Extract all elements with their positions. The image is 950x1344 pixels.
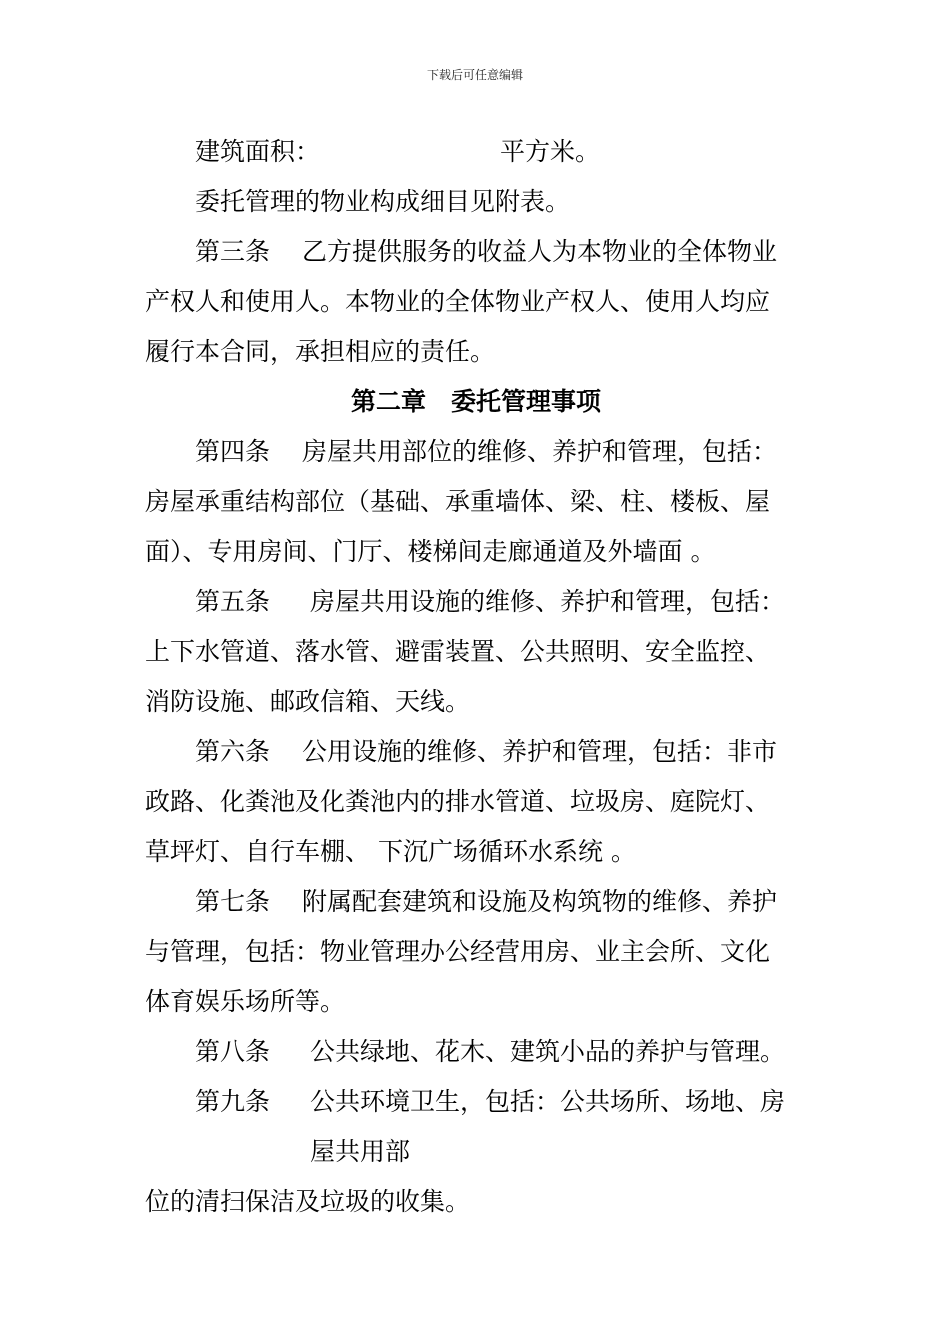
article-5-text-1: 房屋共用设施的维修、养护和管理，包括：: [310, 587, 786, 616]
article-4-text-2: 房屋承重结构部位（基础、承重墙体、梁、柱、楼板、屋: [145, 487, 771, 516]
article-3-heading: 第三条: [195, 237, 271, 266]
article-5-first-line: [145, 577, 807, 627]
building-area-label: 建筑面积：: [195, 137, 321, 166]
article-8-text-1: 公共绿地、花木、建筑小品的养护与管理。: [310, 1037, 786, 1066]
article-8-heading: 第八条: [195, 1037, 271, 1066]
document-body: [145, 127, 807, 1227]
article-6-heading: 第六条: [195, 737, 271, 766]
article-3-text-2: 产权人和使用人。本物业的全体物业产权人、使用人均应: [145, 287, 771, 316]
detail-note: 委托管理的物业构成细目见附表。: [195, 187, 571, 216]
article-4-heading: 第四条: [195, 437, 271, 466]
article-7-text-2: 与管理，包括：物业管理办公经营用房、业主会所、文化: [145, 937, 771, 966]
article-4-text-3: 面）、专用房间、门厅、楼梯间走廊通道及外墙面 。: [145, 537, 716, 566]
article-6-text-3: 草坪灯、自行车棚、 下沉广场循环水系统 。: [145, 837, 636, 866]
article-4-text-1: 房屋共用部位的维修、养护和管理，包括：: [302, 437, 778, 466]
article-3-first-line: [145, 227, 807, 277]
article-7-first-line: [145, 877, 807, 927]
article-3-text-1: 乙方提供服务的收益人为本物业的全体物业: [302, 237, 778, 266]
article-4-first-line: [145, 427, 807, 477]
article-7-text-1: 附属配套建筑和设施及构筑物的维修、养护: [302, 887, 778, 916]
article-9-text-1: 公共环境卫生，包括：公共场所、场地、房: [310, 1087, 786, 1116]
article-6-text-2: 政路、化粪池及化粪池内的排水管道、垃圾房、庭院灯、: [145, 787, 771, 816]
article-5-text-2: 上下水管道、落水管、避雷装置、公共照明、安全监控、: [145, 637, 771, 666]
article-5-heading: 第五条: [195, 587, 271, 616]
building-area-unit: 平方米。: [500, 137, 601, 166]
article-9-first-line: [145, 1077, 807, 1127]
header-note: 下载后可任意编辑: [426, 68, 523, 82]
article-9-text-2: 屋共用部: [310, 1137, 411, 1166]
article-6-text-1: 公用设施的维修、养护和管理，包括：非市: [302, 737, 778, 766]
article-8-line: [145, 1027, 807, 1077]
article-5-text-3: 消防设施、邮政信箱、天线。: [145, 687, 471, 716]
article-3-text-3: 履行本合同，承担相应的责任。: [145, 337, 496, 366]
article-6-first-line: [145, 727, 807, 777]
article-9-heading: 第九条: [195, 1087, 271, 1116]
article-7-heading: 第七条: [195, 887, 271, 916]
building-area-line: [145, 127, 807, 177]
chapter-title: 第二章 委托管理事项: [350, 387, 601, 416]
article-9-text-3: 位的清扫保洁及垃圾的收集。: [145, 1187, 471, 1216]
article-7-text-3: 体育娱乐场所等。: [145, 987, 346, 1016]
